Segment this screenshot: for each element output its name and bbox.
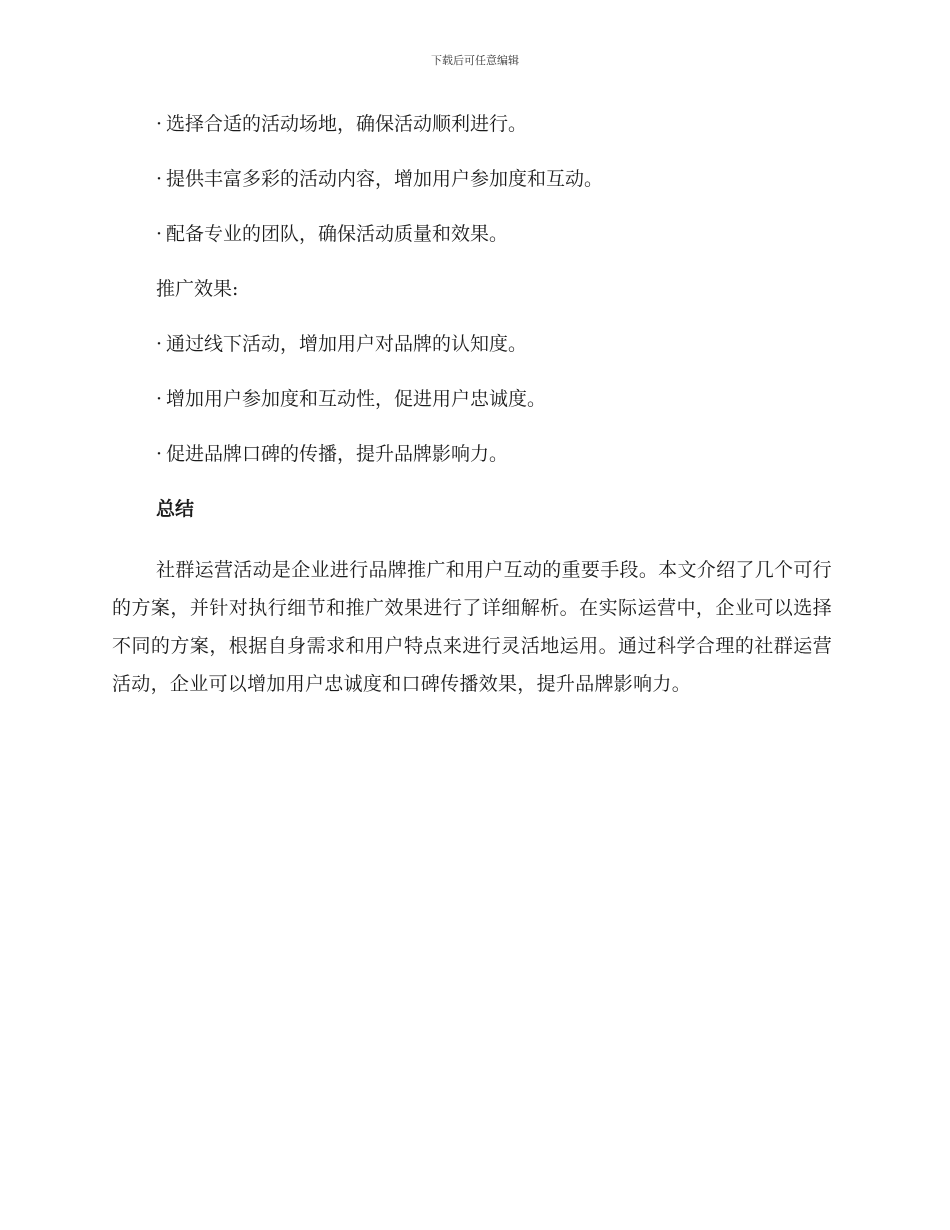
execution-item-text: 选择合适的活动场地，确保活动顺利进行。 (166, 113, 528, 135)
bullet-marker: · (156, 223, 163, 245)
summary-heading: 总结 (156, 498, 195, 520)
execution-item (112, 111, 832, 138)
promotion-item-text: 促进品牌口碑的传播，提升品牌影响力。 (166, 443, 509, 465)
bullet-marker: · (156, 113, 163, 135)
summary-paragraph: 社群运营活动是企业进行品牌推广和用户互动的重要手段。本文介绍了几个可行的方案，并针对执行细节和推广效果进行了详细解析。在实际运营中，企业可以选择不同的方案，根据自身需求和用户特点来进行灵活地运用。通过科学合理的社群运营活动，企业可以增加用户忠诚度和口碑传播效果，提升品牌影响力。 (112, 559, 832, 695)
promotion-item (112, 331, 832, 358)
promotion-item (112, 441, 832, 468)
promotion-item (112, 386, 832, 413)
execution-item (112, 221, 832, 248)
bullet-marker: · (156, 388, 163, 410)
bullet-marker: · (156, 443, 163, 465)
bullet-marker: · (156, 333, 163, 355)
document-body (112, 111, 832, 703)
bullet-marker: · (156, 168, 163, 190)
promotion-item-text: 通过线下活动，增加用户对品牌的认知度。 (166, 333, 528, 355)
page-header: 下载后可任意编辑 (431, 54, 519, 67)
promotion-label: 推广效果: (156, 278, 239, 300)
execution-item (112, 166, 832, 193)
execution-item-text: 提供丰富多彩的活动内容，增加用户参加度和互动。 (166, 168, 604, 190)
promotion-item-text: 增加用户参加度和互动性，促进用户忠诚度。 (166, 388, 547, 410)
execution-item-text: 配备专业的团队，确保活动质量和效果。 (166, 223, 509, 245)
